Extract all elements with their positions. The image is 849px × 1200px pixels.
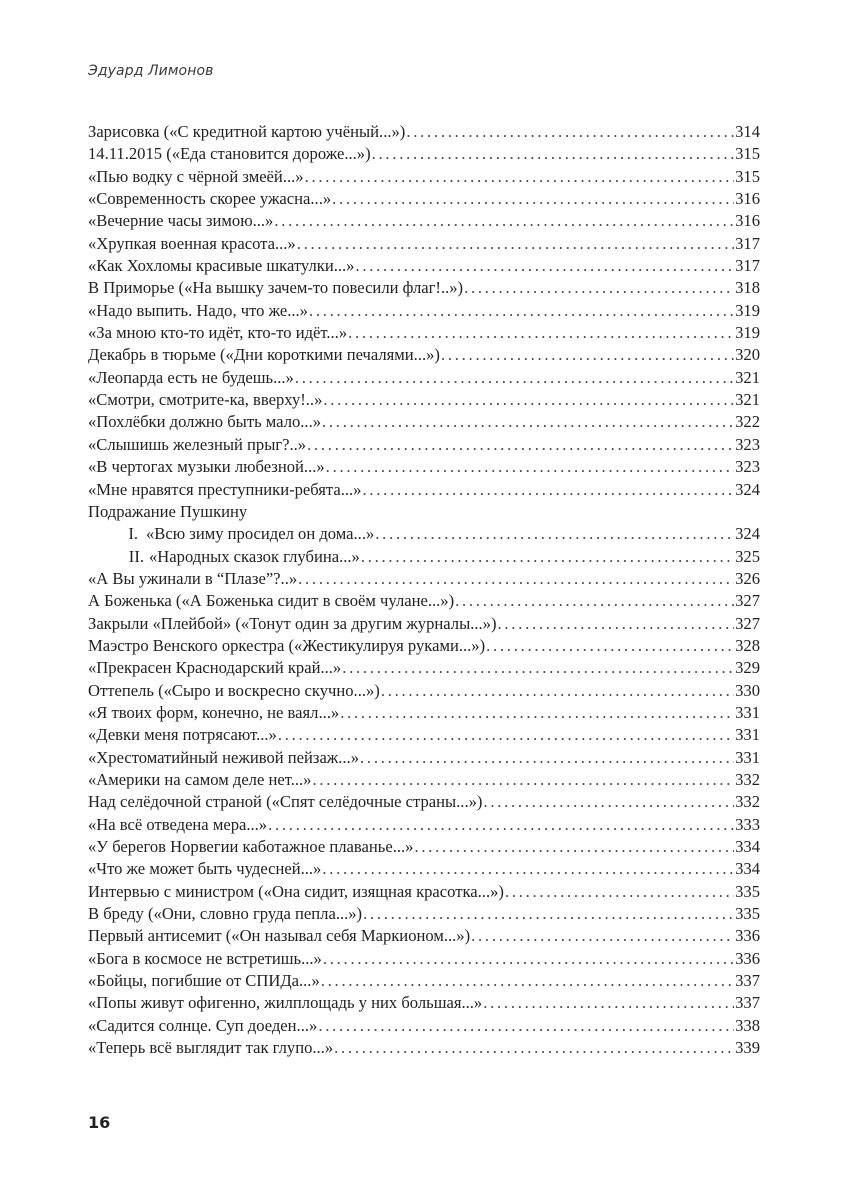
toc-entry bbox=[88, 1015, 760, 1037]
dot-leader bbox=[414, 836, 734, 858]
toc-entry-page: 316 bbox=[735, 189, 760, 209]
toc-entry bbox=[88, 724, 760, 746]
toc-entry-page: 332 bbox=[735, 792, 760, 812]
toc-entry-title: В Приморье («На вышку зачем-то повесили флаг!..») bbox=[88, 278, 464, 298]
toc-entry bbox=[88, 479, 760, 501]
page-number: 16 bbox=[88, 1113, 111, 1132]
toc-entry-title: «Бога в космосе не встретишь...» bbox=[88, 948, 322, 968]
toc-entry-title: «Америки на самом деле нет...» bbox=[88, 769, 312, 789]
toc-entry-page: 325 bbox=[735, 546, 760, 566]
toc-entry-page: 331 bbox=[735, 747, 760, 767]
toc-entry bbox=[88, 903, 760, 925]
toc-entry-title: «На всё отведена мера...» bbox=[88, 814, 268, 834]
dot-leader bbox=[360, 747, 734, 769]
toc-entry bbox=[88, 791, 760, 813]
toc-entry-page: 318 bbox=[735, 278, 760, 298]
running-head-author: Эдуард Лимонов bbox=[88, 63, 214, 79]
toc-entry-title: «Садится солнце. Суп доеден...» bbox=[88, 1015, 318, 1035]
toc-entry-page: 315 bbox=[735, 144, 760, 164]
dot-leader bbox=[498, 613, 735, 635]
toc-entry bbox=[88, 143, 760, 165]
dot-leader bbox=[406, 121, 734, 143]
toc-entry bbox=[88, 925, 760, 947]
dot-leader bbox=[297, 233, 734, 255]
toc-entry-title: Оттепель («Сыро и воскресно скучно...») bbox=[88, 680, 380, 700]
toc-entry-numeral: II. bbox=[128, 546, 144, 566]
toc-entry bbox=[88, 255, 760, 277]
toc-entry-page: 319 bbox=[735, 300, 760, 320]
toc-entry bbox=[88, 367, 760, 389]
toc-entry bbox=[88, 970, 760, 992]
dot-leader bbox=[322, 411, 734, 433]
dot-leader bbox=[305, 166, 735, 188]
toc-entry bbox=[88, 613, 760, 635]
dot-leader bbox=[381, 680, 734, 702]
toc-entry bbox=[88, 836, 760, 858]
dot-leader bbox=[318, 1015, 734, 1037]
toc-entry bbox=[88, 501, 760, 523]
dot-leader bbox=[321, 970, 734, 992]
dot-leader bbox=[334, 1037, 734, 1059]
toc-entry-page: 334 bbox=[735, 859, 760, 879]
toc-entry bbox=[88, 1037, 760, 1059]
toc-entry-page: 333 bbox=[735, 814, 760, 834]
toc-entry bbox=[88, 948, 760, 970]
toc-entry-title: «За мною кто-то идёт, кто-то идёт...» bbox=[88, 323, 348, 343]
toc-entry-page: 328 bbox=[735, 635, 760, 655]
toc-entry-title: Интервью с министром («Она сидит, изящная красотка...») bbox=[88, 881, 504, 901]
dot-leader bbox=[375, 523, 734, 545]
toc-entry bbox=[88, 322, 760, 344]
toc-entry-page: 335 bbox=[735, 904, 760, 924]
toc-entry-title: «А Вы ужинали в “Плазе”?..» bbox=[88, 568, 298, 588]
dot-leader bbox=[332, 188, 734, 210]
toc-entry-title: «Всю зиму просидел он дома...» bbox=[146, 524, 375, 544]
toc-entry-title: «Теперь всё выглядит так глупо...» bbox=[88, 1038, 334, 1058]
toc-entry-page: 338 bbox=[735, 1015, 760, 1035]
toc-entry bbox=[88, 992, 760, 1014]
toc-entry-page: 319 bbox=[735, 323, 760, 343]
toc-entry-page: 336 bbox=[735, 926, 760, 946]
dot-leader bbox=[274, 210, 734, 232]
toc-entry-page: 331 bbox=[735, 725, 760, 745]
toc-entry-title: «У берегов Норвегии каботажное плаванье...» bbox=[88, 837, 414, 856]
toc-entry-title: Зарисовка («С кредитной картою учёный...») bbox=[88, 122, 406, 141]
toc-entry bbox=[88, 814, 760, 836]
toc-entry-title: Маэстро Венского оркестра («Жестикулируя руками...») bbox=[88, 635, 486, 655]
dot-leader bbox=[295, 367, 734, 389]
toc-entry-page: 329 bbox=[735, 658, 760, 678]
toc-entry-title: А Боженька («А Боженька сидит в своём чулане...») bbox=[88, 591, 455, 611]
dot-leader bbox=[372, 143, 735, 165]
table-of-contents bbox=[88, 121, 760, 1059]
toc-entry bbox=[88, 546, 760, 568]
toc-entry bbox=[88, 635, 760, 657]
toc-entry-page: 335 bbox=[735, 881, 760, 901]
toc-entry-page: 314 bbox=[735, 122, 760, 141]
toc-entry-title: «Вечерние часы зимою...» bbox=[88, 211, 274, 231]
dot-leader bbox=[355, 255, 734, 277]
toc-entry-page: 334 bbox=[735, 837, 760, 856]
toc-entry bbox=[88, 166, 760, 188]
toc-entry-title: «Как Хохломы красивые шкатулки...» bbox=[88, 256, 355, 276]
toc-entry bbox=[88, 680, 760, 702]
toc-entry bbox=[88, 121, 760, 143]
toc-entry-title: «В чертогах музыки любезной...» bbox=[88, 457, 325, 477]
toc-entry-title: «Бойцы, погибшие от СПИДа...» bbox=[88, 971, 320, 991]
toc-entry-title: «Смотри, смотрите-ка, вверху!..» bbox=[88, 390, 323, 410]
dot-leader bbox=[312, 769, 734, 791]
toc-entry-title: 14.11.2015 («Еда становится дороже...») bbox=[88, 144, 371, 164]
toc-entry-page: 321 bbox=[735, 390, 760, 410]
toc-entry-title: Над селёдочной страной («Спят селёдочные страны...») bbox=[88, 792, 483, 812]
dot-leader bbox=[340, 702, 734, 724]
dot-leader bbox=[307, 434, 734, 456]
toc-entry-page: 324 bbox=[735, 479, 760, 499]
toc-entry-page: 331 bbox=[735, 702, 760, 722]
toc-entry-title: «Современность скорее ужасна...» bbox=[88, 189, 332, 209]
toc-entry bbox=[88, 210, 760, 232]
toc-entry bbox=[88, 456, 760, 478]
dot-leader bbox=[486, 635, 734, 657]
toc-entry-title: В бреду («Они, словно груда пепла...») bbox=[88, 904, 363, 924]
toc-entry-page: 337 bbox=[735, 971, 760, 991]
toc-entry-title: Первый антисемит («Он называл себя Маркионом...») bbox=[88, 926, 471, 946]
dot-leader bbox=[441, 344, 734, 366]
toc-entry-title: Подражание Пушкину bbox=[88, 501, 248, 521]
dot-leader bbox=[342, 657, 734, 679]
toc-entry-numeral: I. bbox=[128, 524, 138, 544]
toc-entry-title: «Народных сказок глубина...» bbox=[149, 546, 360, 566]
dot-leader bbox=[455, 590, 734, 612]
dot-leader bbox=[348, 322, 734, 344]
toc-entry-page: 317 bbox=[735, 256, 760, 276]
dot-leader bbox=[326, 456, 734, 478]
toc-entry bbox=[88, 590, 760, 612]
dot-leader bbox=[361, 546, 734, 568]
toc-entry bbox=[88, 277, 760, 299]
toc-entry-page: 327 bbox=[735, 613, 760, 633]
dot-leader bbox=[309, 300, 734, 322]
toc-entry bbox=[88, 188, 760, 210]
dot-leader bbox=[483, 791, 734, 813]
toc-entry bbox=[88, 389, 760, 411]
toc-entry-page: 323 bbox=[735, 434, 760, 454]
toc-entry-title: «Девки меня потрясают...» bbox=[88, 725, 277, 745]
toc-entry bbox=[88, 747, 760, 769]
dot-leader bbox=[362, 479, 734, 501]
dot-leader bbox=[505, 881, 734, 903]
toc-entry-title: «Мне нравятся преступники-ребята...» bbox=[88, 479, 362, 499]
toc-entry-page: 323 bbox=[735, 457, 760, 477]
toc-entry-title: «Надо выпить. Надо, что же...» bbox=[88, 300, 308, 320]
toc-entry bbox=[88, 233, 760, 255]
dot-leader bbox=[322, 858, 734, 880]
toc-entry-title: «Хрупкая военная красота...» bbox=[88, 233, 296, 253]
dot-leader bbox=[323, 389, 734, 411]
toc-entry-page: 316 bbox=[735, 211, 760, 231]
toc-entry bbox=[88, 411, 760, 433]
toc-entry bbox=[88, 300, 760, 322]
toc-entry-page: 321 bbox=[735, 367, 760, 387]
toc-entry-page: 337 bbox=[735, 993, 760, 1013]
toc-entry-page: 326 bbox=[735, 568, 760, 588]
toc-entry-title: «Пью водку с чёрной змеёй...» bbox=[88, 166, 304, 186]
toc-entry-title: «Попы живут офигенно, жилплощадь у них большая...» bbox=[88, 993, 483, 1013]
toc-entry bbox=[88, 568, 760, 590]
toc-entry-page: 327 bbox=[735, 591, 760, 611]
toc-entry bbox=[88, 523, 760, 545]
toc-entry bbox=[88, 881, 760, 903]
toc-entry-title: «Хрестоматийный неживой пейзаж...» bbox=[88, 747, 360, 767]
toc-entry-title: «Я твоих форм, конечно, не ваял...» bbox=[88, 702, 340, 722]
dot-leader bbox=[464, 277, 734, 299]
toc-entry bbox=[88, 702, 760, 724]
toc-entry-page: 336 bbox=[735, 948, 760, 968]
toc-entry-page: 332 bbox=[735, 769, 760, 789]
toc-entry-title: «Слышишь железный прыг?..» bbox=[88, 434, 307, 454]
toc-entry bbox=[88, 657, 760, 679]
toc-entry-title: «Прекрасен Краснодарский край...» bbox=[88, 658, 342, 678]
toc-entry-title: «Леопарда есть не будешь...» bbox=[88, 367, 294, 387]
dot-leader bbox=[298, 568, 734, 590]
dot-leader bbox=[483, 992, 734, 1014]
toc-entry-page: 324 bbox=[735, 524, 760, 544]
toc-entry bbox=[88, 858, 760, 880]
toc-entry-page: 315 bbox=[735, 166, 760, 186]
toc-entry bbox=[88, 434, 760, 456]
dot-leader bbox=[363, 903, 734, 925]
dot-leader bbox=[471, 925, 734, 947]
dot-leader bbox=[268, 814, 734, 836]
toc-entry-title: «Похлёбки должно быть мало...» bbox=[88, 412, 322, 432]
toc-entry-page: 339 bbox=[735, 1038, 760, 1058]
toc-entry-page: 317 bbox=[735, 233, 760, 253]
toc-entry bbox=[88, 344, 760, 366]
toc-entry-title: Закрыли «Плейбой» («Тонут один за другим журналы...») bbox=[88, 613, 497, 633]
toc-entry bbox=[88, 769, 760, 791]
toc-entry-page: 330 bbox=[735, 680, 760, 700]
toc-entry-page: 322 bbox=[735, 412, 760, 432]
dot-leader bbox=[323, 948, 734, 970]
toc-entry-title: «Что же может быть чудесней...» bbox=[88, 859, 322, 879]
toc-entry-title: Декабрь в тюрьме («Дни короткими печалями...») bbox=[88, 345, 440, 365]
toc-entry-page: 320 bbox=[735, 345, 760, 365]
dot-leader bbox=[278, 724, 734, 746]
